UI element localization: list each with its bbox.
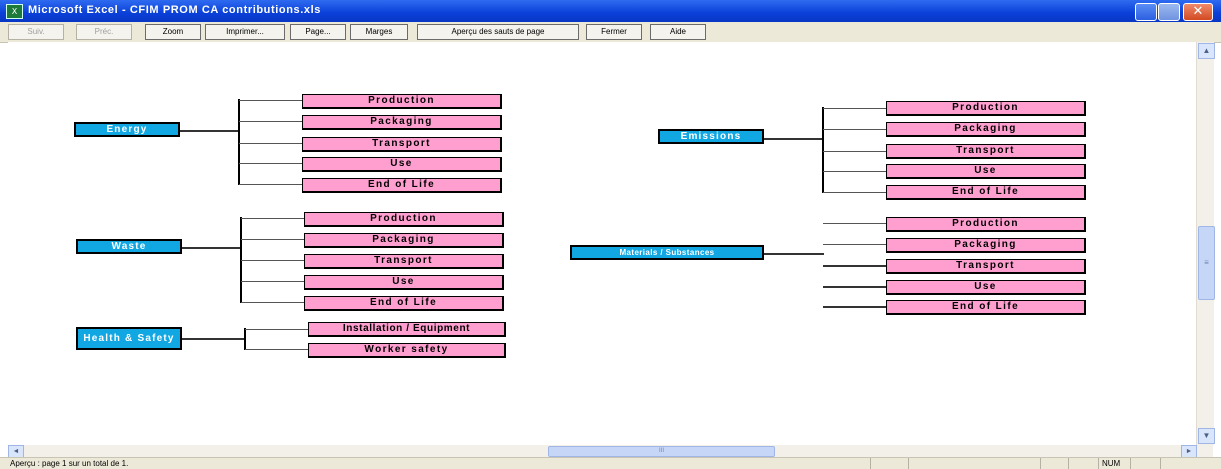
scroll-thumb-horizontal[interactable]: [548, 446, 775, 457]
status-panel: [1040, 458, 1041, 469]
connector: [823, 192, 886, 193]
health-worker-safety: Worker safety: [308, 343, 506, 358]
connector: [764, 253, 824, 255]
grip-icon: ≡: [1204, 258, 1209, 267]
vertical-scrollbar[interactable]: [1196, 42, 1214, 445]
connector: [241, 302, 304, 303]
preview-page: [8, 42, 1196, 445]
status-panel: [870, 458, 871, 469]
connector: [180, 130, 240, 132]
connector: [182, 247, 242, 249]
connector: [239, 143, 302, 144]
close-icon: ✕: [1192, 4, 1204, 19]
horizontal-scrollbar[interactable]: [8, 445, 1213, 457]
connector: [241, 239, 304, 240]
energy-production: Production: [302, 94, 502, 109]
materials-use: Use: [886, 280, 1086, 295]
title-bar: [0, 0, 1221, 22]
connector: [241, 260, 304, 261]
status-panel: [1068, 458, 1069, 469]
bracket: [238, 99, 240, 185]
window-title: Microsoft Excel - CFIM PROM CA contributions.xls: [28, 4, 322, 16]
status-text: Aperçu : page 1 sur un total de 1.: [10, 459, 129, 468]
energy-use: Use: [302, 157, 502, 172]
page-setup-button[interactable]: Page...: [290, 24, 346, 40]
waste-use: Use: [304, 275, 504, 290]
connector: [241, 281, 304, 282]
connector: [245, 329, 308, 330]
maximize-button[interactable]: [1158, 3, 1180, 21]
margins-button[interactable]: Marges: [350, 24, 408, 40]
energy-transport: Transport: [302, 137, 502, 152]
connector: [823, 129, 886, 130]
materials-packaging: Packaging: [886, 238, 1086, 253]
connector: [823, 151, 886, 152]
connector: [823, 108, 886, 109]
help-button[interactable]: Aide: [650, 24, 706, 40]
status-panel: [1098, 458, 1099, 469]
connector: [245, 349, 308, 350]
waste-transport: Transport: [304, 254, 504, 269]
connector: [823, 244, 886, 245]
close-preview-button[interactable]: Fermer: [586, 24, 642, 40]
zoom-button[interactable]: Zoom: [145, 24, 201, 40]
previous-button[interactable]: Préc.: [76, 24, 132, 40]
scroll-left-arrow-icon[interactable]: ◄: [8, 445, 24, 458]
connector: [823, 265, 886, 267]
health-installation-equipment: Installation / Equipment: [308, 322, 506, 337]
materials-transport: Transport: [886, 259, 1086, 274]
connector: [182, 338, 246, 340]
category-materials-substances: Materials / Substances: [570, 245, 764, 260]
emissions-end-of-life: End of Life: [886, 185, 1086, 200]
connector: [823, 286, 886, 288]
connector: [823, 223, 886, 224]
excel-app-icon: X: [6, 4, 23, 19]
page-break-preview-button[interactable]: Aperçu des sauts de page: [417, 24, 579, 40]
connector: [764, 138, 824, 140]
scroll-thumb[interactable]: [1198, 226, 1215, 300]
category-waste: Waste: [76, 239, 182, 254]
scroll-down-arrow-icon[interactable]: ▼: [1198, 428, 1215, 444]
connector: [241, 218, 304, 219]
waste-production: Production: [304, 212, 504, 227]
materials-end-of-life: End of Life: [886, 300, 1086, 315]
waste-end-of-life: End of Life: [304, 296, 504, 311]
connector: [239, 121, 302, 122]
emissions-production: Production: [886, 101, 1086, 116]
grip-icon: III: [658, 448, 664, 454]
emissions-use: Use: [886, 164, 1086, 179]
connector: [823, 171, 886, 172]
scroll-up-arrow-icon[interactable]: ▲: [1198, 43, 1215, 59]
connector: [239, 184, 302, 185]
status-panel: [1130, 458, 1131, 469]
energy-packaging: Packaging: [302, 115, 502, 130]
status-bar: [0, 457, 1221, 469]
status-panel: [1160, 458, 1161, 469]
category-energy: Energy: [74, 122, 180, 137]
energy-end-of-life: End of Life: [302, 178, 502, 193]
materials-production: Production: [886, 217, 1086, 232]
emissions-transport: Transport: [886, 144, 1086, 159]
connector: [239, 163, 302, 164]
bracket: [244, 328, 246, 350]
category-emissions: Emissions: [658, 129, 764, 144]
status-panel: [908, 458, 909, 469]
bracket: [822, 107, 824, 193]
minimize-button[interactable]: [1135, 3, 1157, 21]
emissions-packaging: Packaging: [886, 122, 1086, 137]
waste-packaging: Packaging: [304, 233, 504, 248]
print-button[interactable]: Imprimer...: [205, 24, 285, 40]
scroll-right-arrow-icon[interactable]: ►: [1181, 445, 1197, 458]
connector: [239, 100, 302, 101]
print-preview-toolbar: [0, 22, 1221, 43]
num-lock-indicator: NUM: [1102, 459, 1121, 468]
connector: [823, 306, 886, 308]
category-health-safety: Health & Safety: [76, 327, 182, 350]
next-button[interactable]: Suiv.: [8, 24, 64, 40]
close-button[interactable]: [1183, 3, 1213, 21]
